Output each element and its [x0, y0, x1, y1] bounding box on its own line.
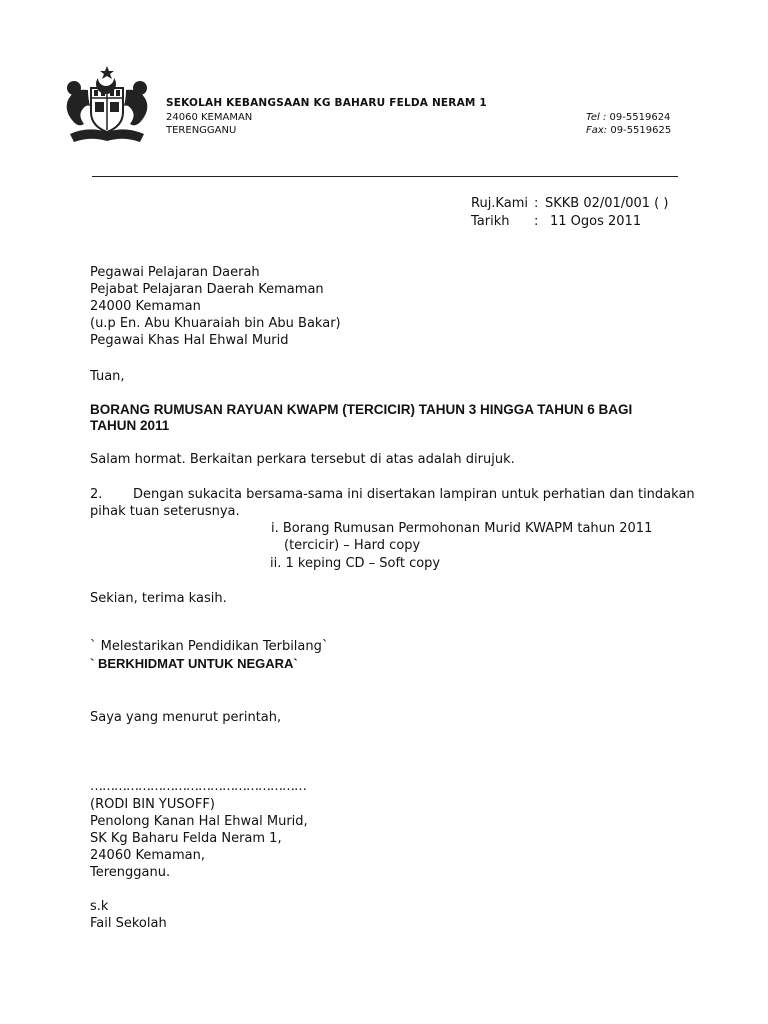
- attachment-item: ii. 1 keping CD – Soft copy: [270, 556, 441, 571]
- paragraph-1: Salam hormat. Berkaitan perkara tersebut di atas adalah dirujuk.: [90, 452, 515, 467]
- attachment-item-continued: (tercicir) – Hard copy: [284, 538, 421, 553]
- recipient-line: Pejabat Pelajaran Daerah Kemaman: [90, 282, 324, 297]
- recipient-line: (u.p En. Abu Khuaraiah bin Abu Bakar): [90, 316, 341, 331]
- cc-recipient: Fail Sekolah: [90, 916, 167, 931]
- header-divider: [92, 176, 678, 177]
- recipient-line: Pegawai Pelajaran Daerah: [90, 265, 260, 280]
- attachment-item: i. Borang Rumusan Permohonan Murid KWAPM tahun 2011: [271, 521, 653, 536]
- motto-line: ` Melestarikan Pendidikan Terbilang`: [90, 639, 329, 654]
- school-postcode-town: 24060 KEMAMAN: [166, 112, 253, 123]
- cc-label: s.k: [90, 899, 109, 914]
- date-label: Tarikh: [471, 214, 510, 229]
- subject-line: BORANG RUMUSAN RAYUAN KWAPM (TERCICIR) TAHUN 3 HINGGA TAHUN 6 BAGI: [90, 402, 633, 417]
- date-colon: :: [534, 214, 539, 229]
- recipient-line: 24000 Kemaman: [90, 299, 201, 314]
- paragraph-2-line: pihak tuan seterusnya.: [90, 504, 240, 519]
- fax-number: 09-5519625: [610, 125, 672, 136]
- paragraph-2-number: 2.: [90, 487, 103, 502]
- fax-label: Fax:: [586, 125, 608, 136]
- paragraph-2-line: Dengan sukacita bersama-sama ini disertakan lampiran untuk perhatian dan tindakan: [133, 487, 695, 502]
- motto-line-bold: ` BERKHIDMAT UNTUK NEGARA`: [90, 656, 298, 671]
- date-value: 11 Ogos 2011: [550, 214, 642, 229]
- school-state: TERENGGANU: [166, 125, 237, 136]
- school-name: SEKOLAH KEBANGSAAN KG BAHARU FELDA NERAM 1: [166, 97, 487, 109]
- subject-line: TAHUN 2011: [90, 418, 170, 433]
- closing: Sekian, terima kasih.: [90, 591, 227, 606]
- signatory-town: 24060 Kemaman,: [90, 848, 205, 863]
- signatory-title: Penolong Kanan Hal Ehwal Murid,: [90, 814, 308, 829]
- tel-label: Tel :: [586, 112, 607, 123]
- fax-line: [586, 124, 671, 137]
- tel-line: [586, 111, 670, 124]
- salutation: Tuan,: [90, 369, 125, 384]
- ref-value: SKKB 02/01/001 ( ): [545, 196, 669, 211]
- signatory-name: (RODI BIN YUSOFF): [90, 797, 215, 812]
- signatory-state: Terengganu.: [90, 865, 171, 880]
- recipient-line: Pegawai Khas Hal Ehwal Murid: [90, 333, 289, 348]
- ref-label: Ruj.Kami: [471, 196, 528, 211]
- ref-colon: :: [534, 196, 539, 211]
- signatory-school: SK Kg Baharu Felda Neram 1,: [90, 831, 282, 846]
- tel-number: 09-5519624: [609, 112, 671, 123]
- sign-off: Saya yang menurut perintah,: [90, 710, 282, 725]
- signature-dots: ………………………………………………: [90, 779, 306, 794]
- malaysia-coat-of-arms-icon: [58, 64, 156, 146]
